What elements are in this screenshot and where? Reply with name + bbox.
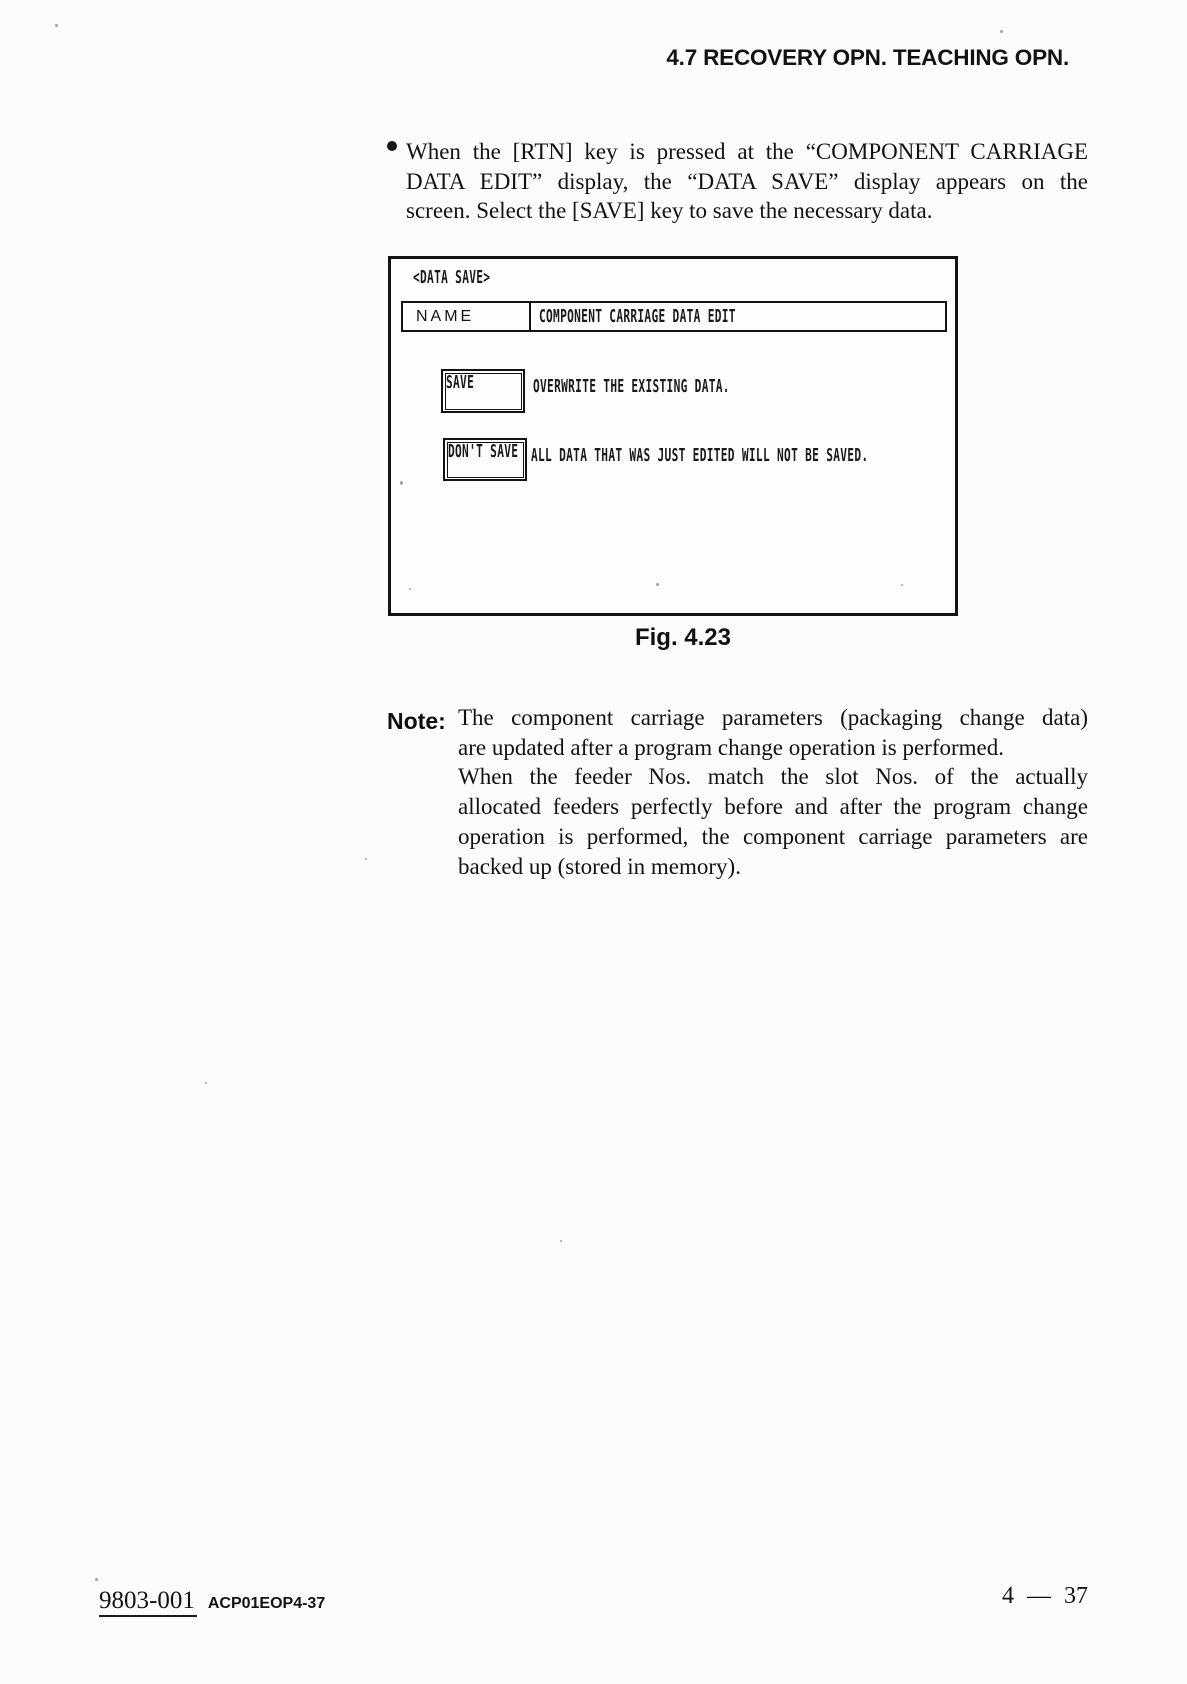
text-line: When the feeder Nos. match the slot Nos. of the actually bbox=[458, 764, 1088, 790]
scan-speck bbox=[901, 584, 903, 586]
save-key[interactable] bbox=[441, 369, 525, 413]
dont-save-key[interactable] bbox=[443, 438, 527, 481]
scan-speck bbox=[205, 1082, 207, 1084]
text-line: allocated feeders perfectly before and after the program change bbox=[458, 794, 1088, 820]
save-key-description: OVERWRITE THE EXISTING DATA. bbox=[533, 376, 730, 397]
bullet-icon bbox=[387, 141, 397, 151]
screen-title: <DATA SAVE> bbox=[413, 267, 491, 288]
text-line: When the [RTN] key is pressed at the “COMPONENT CARRIAGE bbox=[406, 139, 1088, 164]
name-label-cell: NAME bbox=[403, 303, 531, 330]
scan-speck bbox=[409, 588, 411, 590]
scan-speck bbox=[560, 1240, 562, 1242]
name-row bbox=[401, 301, 947, 332]
name-value-cell bbox=[531, 303, 945, 330]
data-save-screen-figure bbox=[388, 256, 958, 616]
dont-save-key-label: DON'T SAVE bbox=[448, 441, 519, 462]
text-line: The component carriage parameters (packaging change data) bbox=[458, 705, 1088, 730]
scan-speck bbox=[365, 858, 367, 860]
scan-speck bbox=[95, 1578, 98, 1581]
doc-number: 9803-001 bbox=[99, 1587, 197, 1617]
scan-speck bbox=[656, 583, 659, 586]
name-value: COMPONENT CARRIAGE DATA EDIT bbox=[539, 306, 736, 327]
scan-speck bbox=[55, 24, 58, 27]
dont-save-key-description: ALL DATA THAT WAS JUST EDITED WILL NOT BE SAVED. bbox=[531, 445, 869, 466]
text-line: screen. Select the [SAVE] key to save the necessary data. bbox=[406, 198, 933, 223]
note-paragraph bbox=[458, 703, 1088, 881]
note-label: Note: bbox=[387, 708, 446, 734]
bullet-paragraph bbox=[406, 137, 1088, 226]
footer-doc-info bbox=[99, 1587, 325, 1615]
figure-caption: Fig. 4.23 bbox=[634, 624, 732, 651]
text-line: backed up (stored in memory). bbox=[458, 853, 741, 879]
save-key-label: SAVE bbox=[446, 372, 475, 393]
text-line: DATA EDIT” display, the “DATA SAVE” display appears on the bbox=[406, 168, 1088, 194]
text-line: are updated after a program change operation is performed. bbox=[458, 734, 1004, 760]
scan-speck bbox=[1000, 30, 1003, 33]
text-line: operation is performed, the component carriage parameters are bbox=[458, 823, 1088, 849]
page-number: 4 — 37 bbox=[1002, 1583, 1088, 1609]
scan-speck bbox=[400, 481, 403, 485]
doc-code: ACP01EOP4-37 bbox=[207, 1595, 326, 1612]
section-header: 4.7 RECOVERY OPN. TEACHING OPN. bbox=[666, 45, 1069, 70]
